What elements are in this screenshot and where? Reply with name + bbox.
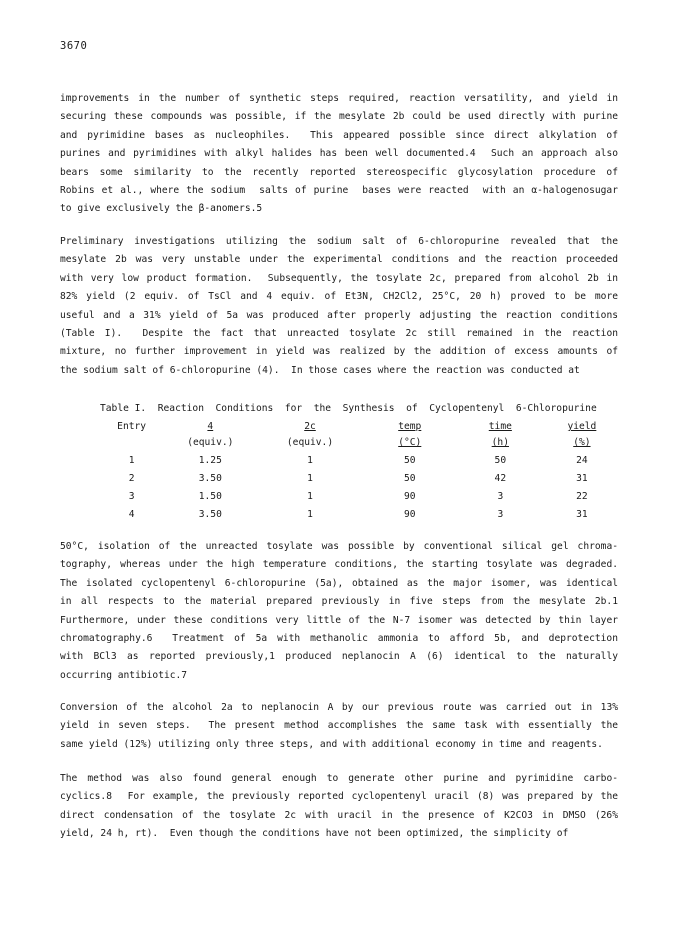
table-cell: 90 bbox=[403, 509, 416, 520]
table-cell: 24 bbox=[576, 455, 588, 466]
table-cell: 50 bbox=[403, 473, 416, 484]
text-line: improvements in the number of synthetic steps required, reaction versatility, and yield in bbox=[60, 93, 618, 104]
subheader-time: (h) bbox=[491, 437, 509, 448]
page-number: 3670 bbox=[60, 40, 88, 52]
table-cell: 1 bbox=[307, 473, 313, 484]
table-cell: 50 bbox=[403, 455, 416, 466]
text-line: mixture, no further improvement in yield was realized by the addition of excess amounts of bbox=[60, 346, 618, 358]
subheader-2c: (equiv.) bbox=[286, 437, 334, 448]
subheader-temp: (°C) bbox=[398, 437, 422, 448]
table-header-row bbox=[100, 421, 620, 437]
table-subheader-row bbox=[100, 437, 620, 455]
text-line: (Table I). Despite the fact that unreacted tosylate 2c still remained in the reaction bbox=[60, 327, 618, 339]
table-cell: 42 bbox=[494, 473, 507, 484]
header-temp: temp bbox=[398, 421, 422, 432]
text-line: tography, whereas under the high temperature conditions, the starting tosylate was degraded. bbox=[60, 559, 618, 571]
text-line: in all respects to the material prepared previously in five steps from the mesylate 2b.1 bbox=[60, 596, 618, 608]
table-cell: 1 bbox=[307, 455, 313, 466]
text-line: with very low product formation. Subsequently, the tosylate 2c, prepared from alcohol 2b in bbox=[60, 272, 618, 284]
text-line: Furthermore, under these conditions very little of the N-7 isomer was detected by thin layer bbox=[60, 614, 618, 626]
text-line: and pyrimidine bases as nucleophiles. This appeared possible since direct alkylation of bbox=[60, 129, 618, 141]
header-yield: yield bbox=[567, 421, 597, 432]
subheader-yield: (%) bbox=[573, 437, 591, 448]
table-row bbox=[100, 473, 620, 491]
paragraph-2 bbox=[60, 233, 618, 380]
text-line: occurring antibiotic.7 bbox=[60, 669, 188, 681]
header-2c: 2c bbox=[304, 421, 316, 432]
paragraph-4 bbox=[60, 699, 618, 754]
text-line: yield, 24 h, rt). Even though the conditions have not been optimized, the simplicity of bbox=[60, 828, 569, 840]
table-cell: 3 bbox=[497, 509, 504, 520]
text-line: cyclics.8 For example, the previously reported cyclopentenyl uracil (8) was prepared by the bbox=[60, 791, 618, 803]
table-cell: 50 bbox=[494, 455, 507, 466]
header-time: time bbox=[488, 421, 512, 432]
table-cell: 1 bbox=[307, 491, 313, 502]
text-line: Robins et al., where the sodium salts of purine bases were reacted with an α-halogenosugar bbox=[60, 184, 618, 196]
text-line: 50°C, isolation of the unreacted tosylate was possible by conventional silical gel chroma- bbox=[60, 541, 618, 552]
text-line: mesylate 2b was very unstable under the experimental conditions and the reaction proceeded bbox=[60, 254, 618, 266]
table-cell: 3 bbox=[497, 491, 504, 502]
reaction-conditions-table bbox=[100, 421, 620, 527]
table-caption: Table I. Reaction Conditions for the Synthesis of Cyclopentenyl 6-Chloropurine bbox=[100, 403, 597, 414]
header-4: 4 bbox=[207, 421, 214, 432]
text-line: The method was also found general enough to generate other purine and pyrimidine carbo- bbox=[60, 773, 618, 784]
text-line: Conversion of the alcohol 2a to neplanocin A by our previous route was carried out in 13% bbox=[60, 702, 618, 713]
table-1 bbox=[100, 403, 620, 520]
table-cell: 3.50 bbox=[198, 473, 222, 484]
table-cell: 22 bbox=[576, 491, 588, 502]
table-cell: 90 bbox=[403, 491, 416, 502]
text-line: securing these compounds was possible, if the mesylate 2b could be used directly with purine bbox=[60, 111, 618, 123]
text-line: useful and a 31% yield of 5a was produced after properly adjusting the reaction conditions bbox=[60, 309, 618, 321]
paragraph-3 bbox=[60, 538, 618, 685]
table-cell: 31 bbox=[576, 509, 588, 520]
text-line: with BCl3 as reported previously,1 produced neplanocin A (6) identical to the naturally bbox=[60, 651, 618, 663]
subheader-4: (equiv.) bbox=[187, 437, 234, 448]
text-line: same yield (12%) utilizing only three steps, and with additional economy in time and reagents. bbox=[60, 738, 603, 750]
table-cell: 3.50 bbox=[198, 509, 222, 520]
table-cell: 3 bbox=[128, 491, 135, 502]
text-line: to give exclusively the β-anomers.5 bbox=[60, 203, 263, 215]
text-line: The isolated cyclopentenyl 6-chloropurine (5a), obtained as the major isomer, was identical bbox=[60, 577, 618, 589]
text-line: Preliminary investigations utilizing the sodium salt of 6-chloropurine revealed that the bbox=[60, 236, 618, 247]
paragraph-1 bbox=[60, 90, 618, 219]
text-line: purines and pyrimidines with alkyl halides has been well documented.4 Such an approach also bbox=[60, 148, 618, 160]
text-line: 82% yield (2 equiv. of TsCl and 4 equiv. of Et3N, CH2Cl2, 25°C, 20 h) proved to be more bbox=[60, 291, 618, 303]
header-entry: Entry bbox=[117, 421, 147, 432]
table-cell: 4 bbox=[128, 509, 135, 520]
table-cell: 1 bbox=[307, 509, 313, 520]
table-cell: 2 bbox=[128, 473, 135, 484]
table-cell: 1.25 bbox=[198, 455, 222, 466]
table-cell: 31 bbox=[576, 473, 588, 484]
text-line: chromatography.6 Treatment of 5a with methanolic ammonia to afford 5b, and deprotection bbox=[60, 632, 618, 644]
text-line: bears some similarity to the recently reported stereospecific glycosylation procedure of bbox=[60, 166, 618, 178]
table-cell: 1 bbox=[128, 455, 135, 466]
subheader-entry bbox=[100, 437, 163, 455]
table-row bbox=[100, 455, 620, 473]
text-line: the sodium salt of 6-chloropurine (4). In those cases where the reaction was conducted at bbox=[60, 364, 580, 376]
table-row bbox=[100, 509, 620, 527]
text-line: direct condensation of the tosylate 2c with uracil in the presence of K2CO3 in DMSO (26% bbox=[60, 809, 618, 821]
table-row bbox=[100, 491, 620, 509]
table-cell: 1.50 bbox=[198, 491, 222, 502]
paragraph-5 bbox=[60, 770, 618, 844]
text-line: yield in seven steps. The present method accomplishes the same task with essentially the bbox=[60, 720, 618, 732]
